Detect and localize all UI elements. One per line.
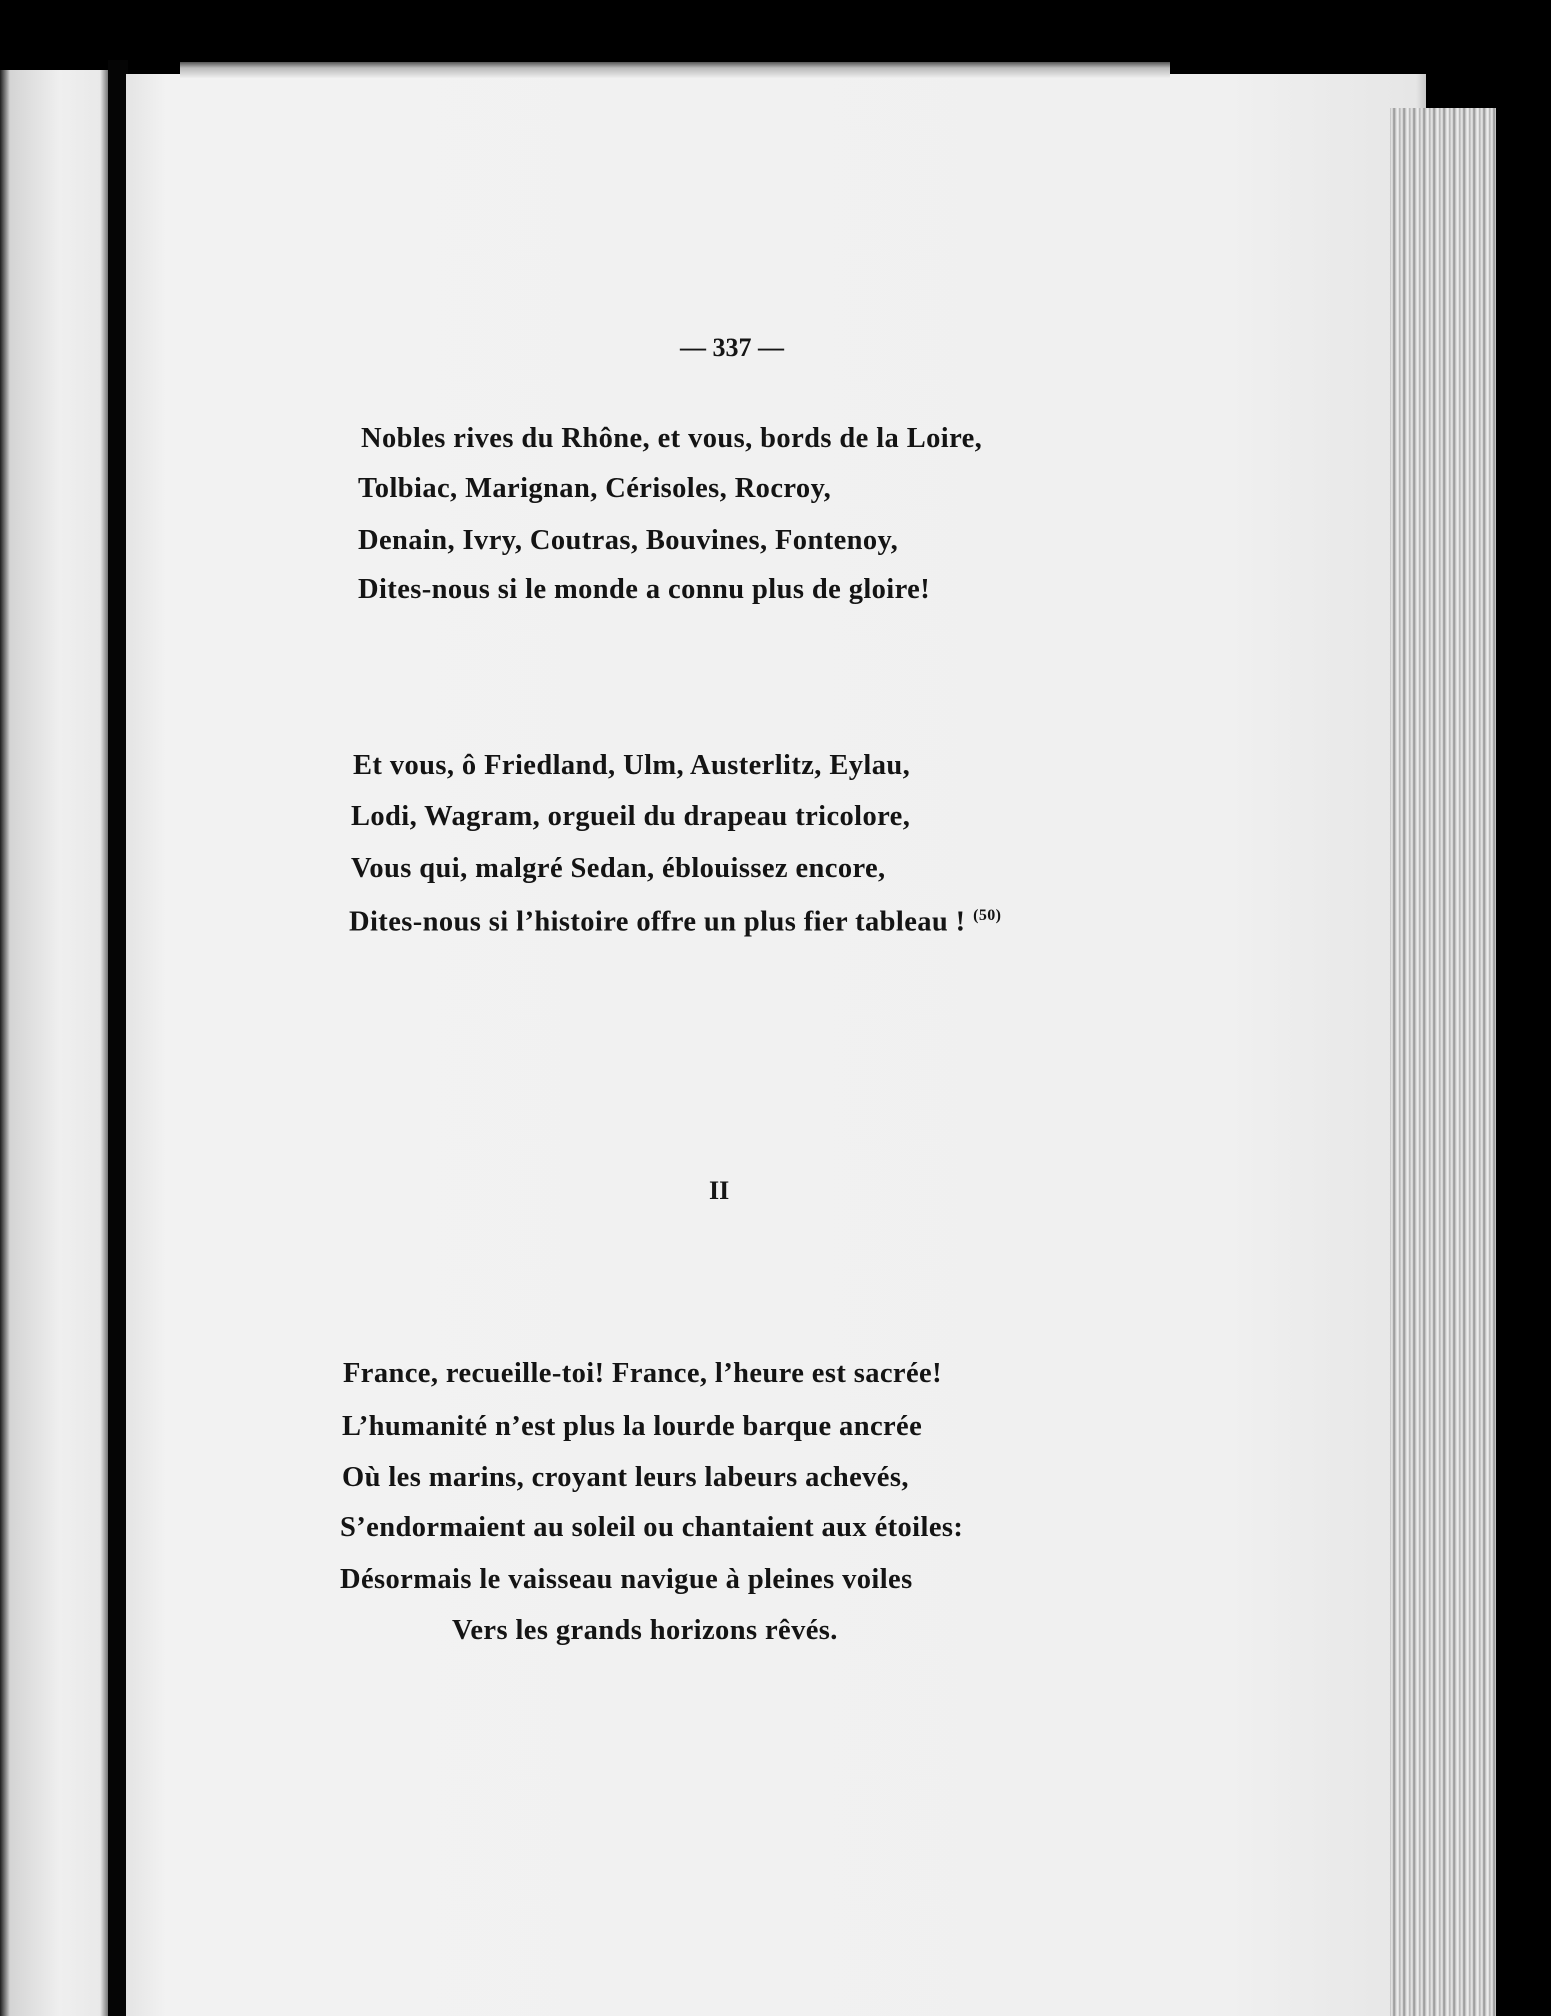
verse-line: Désormais le vaisseau navigue à pleines voiles	[340, 1564, 913, 1595]
left-page-edge	[0, 70, 108, 2016]
verse-line: Vous qui, malgré Sedan, éblouissez encore,	[351, 853, 886, 884]
right-page	[126, 74, 1426, 2016]
verse-line: Denain, Ivry, Coutras, Bouvines, Fontenoy,	[358, 525, 899, 556]
verse-line	[349, 908, 1001, 937]
fore-edge-shadow	[1496, 108, 1551, 2016]
verse-line-text: Dites-nous si l’histoire offre un plus fier tableau !	[349, 906, 966, 938]
verse-line: Vers les grands horizons rêvés.	[452, 1615, 838, 1646]
verse-line: S’endormaient au soleil ou chantaient aux étoiles:	[340, 1512, 964, 1543]
verse-line: Dites-nous si le monde a connu plus de gloire!	[358, 574, 931, 605]
verse-line: Et vous, ô Friedland, Ulm, Austerlitz, Eylau,	[353, 750, 911, 781]
section-numeral: II	[709, 1176, 730, 1205]
page-number: — 337 —	[680, 333, 784, 362]
verse-line: Nobles rives du Rhône, et vous, bords de la Loire,	[361, 423, 983, 454]
verse-line: L’humanité n’est plus la lourde barque ancrée	[342, 1411, 923, 1442]
footnote-reference: (50)	[973, 907, 1002, 924]
page-top-edge	[180, 62, 1170, 78]
verse-line: Où les marins, croyant leurs labeurs achevés,	[342, 1462, 909, 1493]
verse-line: Lodi, Wagram, orgueil du drapeau tricolore,	[351, 801, 911, 832]
verse-line: France, recueille-toi! France, l’heure est sacrée!	[343, 1358, 942, 1389]
verse-line: Tolbiac, Marignan, Cérisoles, Rocroy,	[358, 473, 832, 504]
page-fore-edge	[1390, 108, 1500, 2016]
book-gutter	[108, 60, 128, 2016]
